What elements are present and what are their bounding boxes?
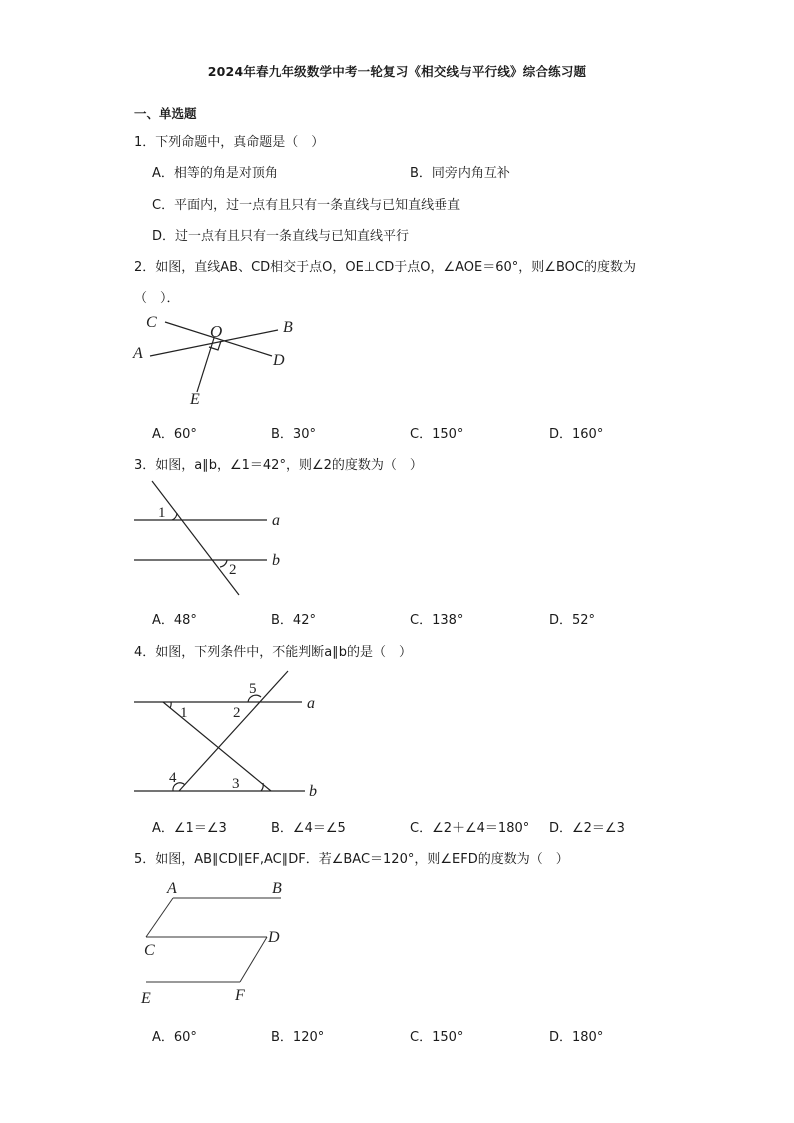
label-d: D (273, 352, 285, 369)
q2-option-b[interactable]: B．30° (271, 427, 316, 442)
q3-option-d[interactable]: D．52° (549, 613, 596, 628)
label-a: a (307, 695, 315, 712)
q4-option-d[interactable]: D．∠2＝∠3 (549, 821, 625, 836)
q1-stem: 1．下列命题中，真命题是（ ） (134, 135, 325, 150)
q2-option-d[interactable]: D．160° (549, 427, 604, 442)
label-a: A (167, 880, 177, 897)
section-heading: 一、单选题 (134, 106, 197, 121)
q4-option-a[interactable]: A．∠1＝∠3 (152, 821, 227, 836)
q1-option-d[interactable]: D．过一点有且只有一条直线与已知直线平行 (152, 229, 410, 244)
q4-stem: 4．如图，下列条件中，不能判断a∥b的是（ ） (134, 645, 412, 660)
q2-stem-cont: （ ）． (134, 291, 180, 306)
q1-option-c[interactable]: C．平面内，过一点有且只有一条直线与已知直线垂直 (152, 198, 461, 213)
label-2: 2 (229, 562, 237, 578)
label-d: D (268, 929, 280, 946)
q5-stem: 5．如图，AB∥CD∥EF,AC∥DF．若∠BAC＝120°，则∠EFD的度数为（ ） (134, 852, 569, 867)
q3-stem: 3．如图，a∥b，∠1＝42°，则∠2的度数为（ ） (134, 458, 423, 473)
q3-option-b[interactable]: B．42° (271, 613, 316, 628)
label-a: a (272, 512, 280, 529)
q2-option-c[interactable]: C．150° (410, 427, 464, 442)
label-a: A (133, 345, 143, 362)
label-c: C (144, 942, 155, 959)
label-1: 1 (180, 705, 188, 721)
label-b: B (272, 880, 282, 897)
label-f: F (235, 987, 245, 1004)
label-o: O (210, 322, 223, 341)
segment-ac (146, 898, 173, 937)
label-c: C (146, 314, 157, 331)
label-e: E (190, 391, 200, 408)
label-b: b (272, 552, 280, 569)
q5-option-d[interactable]: D．180° (549, 1030, 604, 1045)
label-4: 4 (169, 770, 177, 786)
label-b: b (309, 783, 317, 800)
label-3: 3 (232, 776, 240, 792)
label-e: E (141, 990, 151, 1007)
q1-option-b[interactable]: B．同旁内角互补 (410, 166, 510, 181)
q2-option-a[interactable]: A．60° (152, 427, 197, 442)
q5-option-c[interactable]: C．150° (410, 1030, 464, 1045)
q3-option-c[interactable]: C．138° (410, 613, 464, 628)
page-title: 2024年春九年级数学中考一轮复习《相交线与平行线》综合练习题 (207, 64, 587, 79)
label-b: B (283, 319, 293, 336)
label-2: 2 (233, 705, 241, 721)
q5-option-b[interactable]: B．120° (271, 1030, 325, 1045)
q4-option-b[interactable]: B．∠4＝∠5 (271, 821, 346, 836)
q1-option-a[interactable]: A．相等的角是对顶角 (152, 166, 278, 181)
segment-df (240, 937, 267, 982)
q4-option-c[interactable]: C．∠2＋∠4＝180° (410, 821, 530, 836)
q5-option-a[interactable]: A．60° (152, 1030, 197, 1045)
label-1: 1 (158, 505, 166, 521)
q2-stem: 2．如图，直线AB、CD相交于点O，OE⊥CD于点O，∠AOE＝60°，则∠BOC的度数为 (134, 260, 636, 275)
label-5: 5 (249, 681, 257, 697)
q3-option-a[interactable]: A．48° (152, 613, 197, 628)
